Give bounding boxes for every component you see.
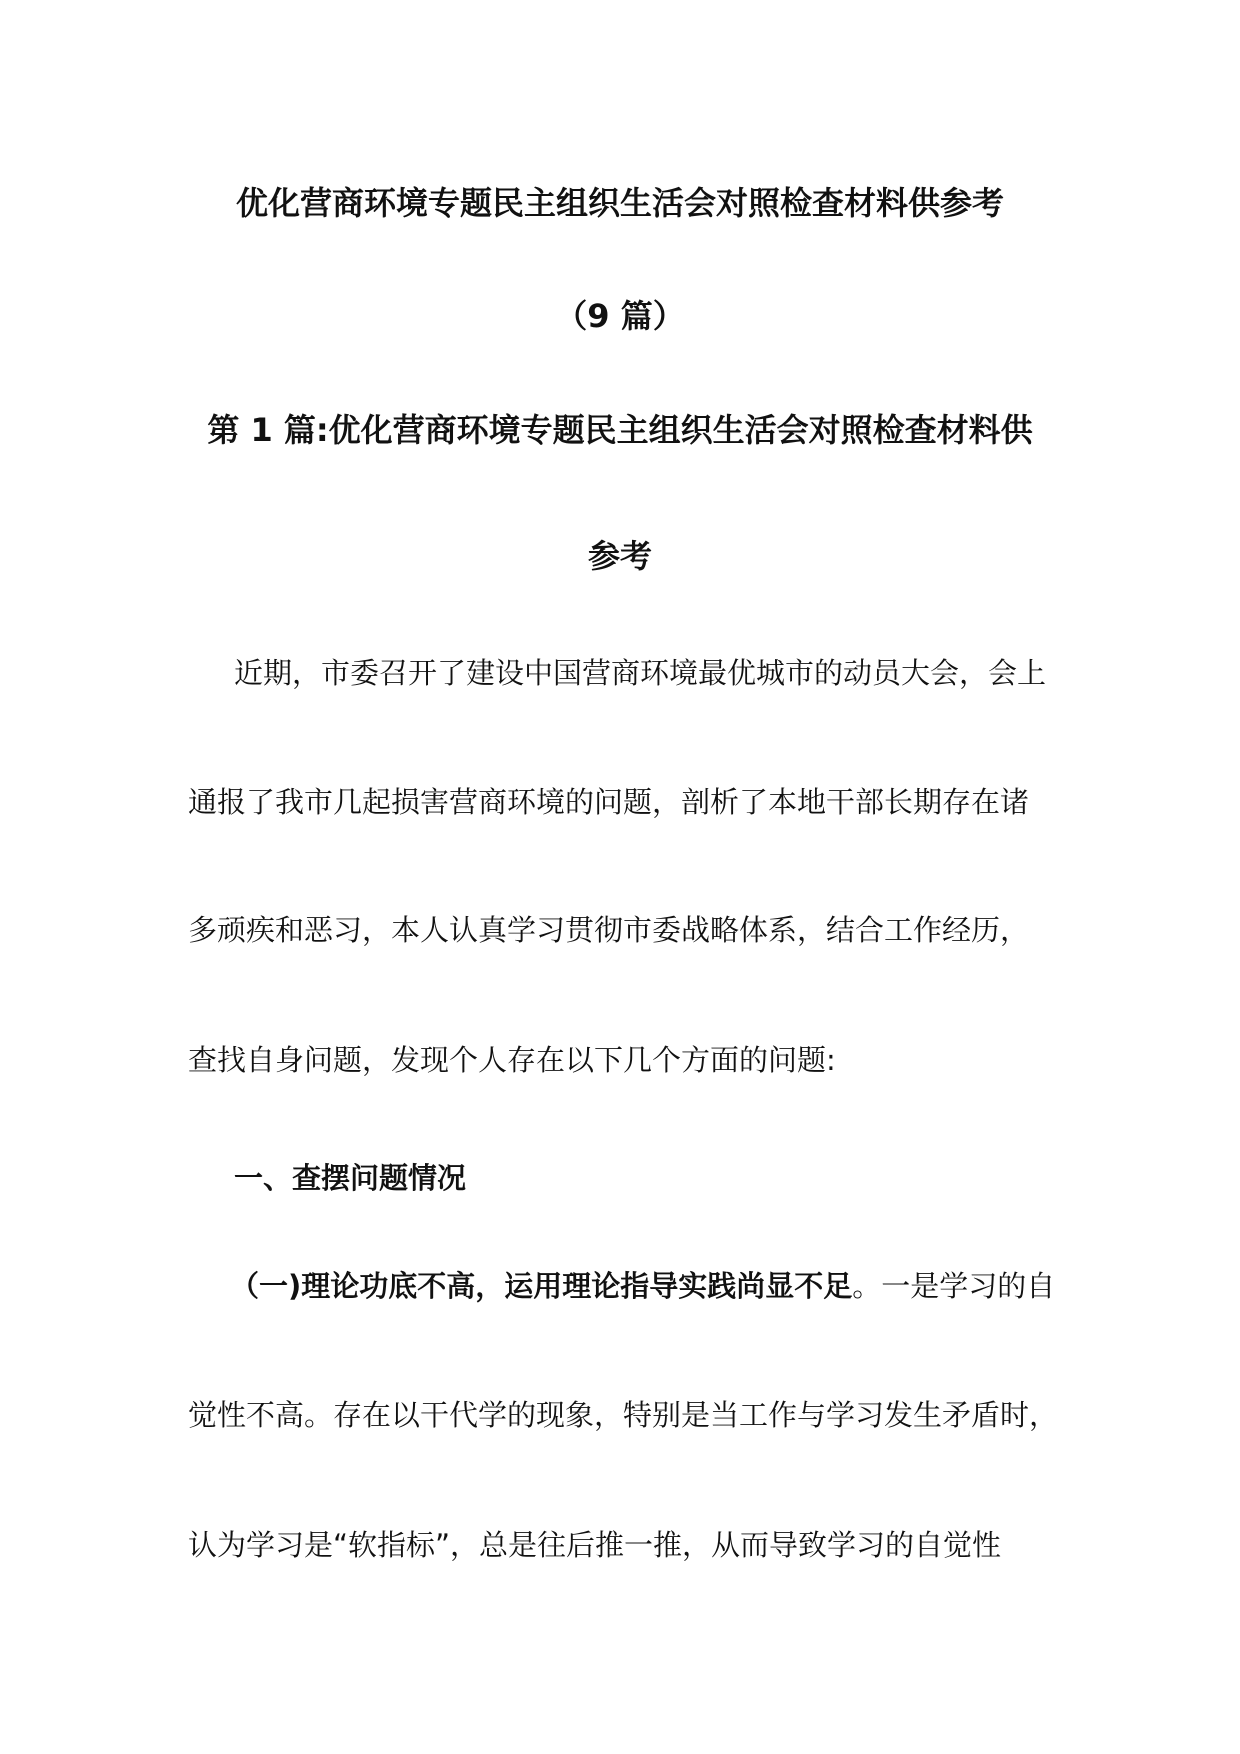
subsection-heading: （一)理论功底不高，运用理论指导实践尚显不足 <box>230 1269 853 1303</box>
paragraph-line: 通报了我市几起损害营商环境的问题，剖析了本地干部长期存在诸 <box>188 785 1030 819</box>
document-title-line-1: 优化营商环境专题民主组织生活会对照检查材料供参考 <box>235 184 1004 222</box>
subsection-heading-tail: 。一是学习的自 <box>852 1269 1056 1303</box>
subsection-line: 认为学习是“软指标”，总是往后推一推，从而导致学习的自觉性 <box>188 1528 1002 1562</box>
section-heading: 一、查摆问题情况 <box>234 1161 467 1195</box>
document-title-line-2: （9 篇） <box>555 297 685 335</box>
paragraph-line: 多顽疾和恶习，本人认真学习贯彻市委战略体系，结合工作经历， <box>188 913 1030 947</box>
subsection-first-line <box>230 1266 1055 1306</box>
chapter-title-line-2: 参考 <box>587 537 652 575</box>
paragraph-line: 查找自身问题，发现个人存在以下几个方面的问题: <box>188 1043 836 1077</box>
paragraph-line: 近期，市委召开了建设中国营商环境最优城市的动员大会，会上 <box>234 656 1047 690</box>
subsection-line: 觉性不高。存在以干代学的现象，特别是当工作与学习发生矛盾时， <box>188 1398 1059 1432</box>
chapter-title-line-1: 第 1 篇:优化营商环境专题民主组织生活会对照检查材料供 <box>207 411 1033 449</box>
